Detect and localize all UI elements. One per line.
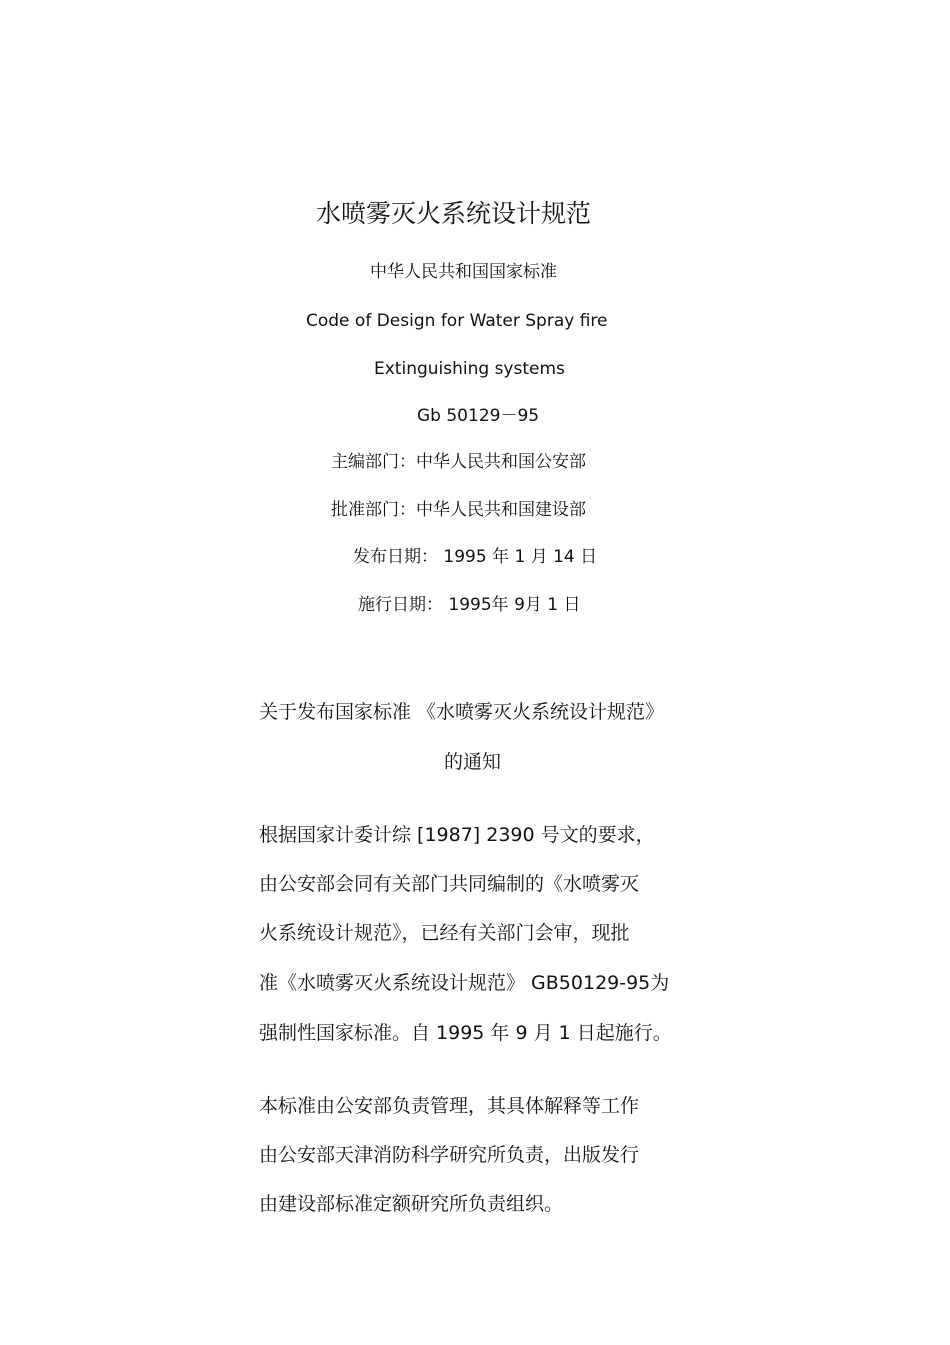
paragraph-2-line-2: 由公安部天津消防科学研究所负责，出版发行 bbox=[259, 1144, 640, 1166]
standard-code: Gb 50129－95 bbox=[417, 406, 540, 426]
paragraph-1-line-5: 强制性国家标准。自 1995 年 9 月 1 日起施行。 bbox=[259, 1022, 672, 1044]
paragraph-1-line-2: 由公安部会同有关部门共同编制的《水喷雾灭 bbox=[259, 873, 640, 895]
effective-date: 施行日期： 1995年 9月 1 日 bbox=[358, 595, 581, 615]
paragraph-1-line-3: 火系统设计规范》，已经有关部门会审，现批 bbox=[259, 922, 630, 944]
english-title-line-1: Code of Design for Water Spray fire bbox=[306, 311, 608, 331]
paragraph-2-line-1: 本标准由公安部负责管理，其具体解释等工作 bbox=[259, 1095, 640, 1117]
notice-heading-line-2: 的通知 bbox=[444, 751, 502, 773]
document-title: 水喷雾灭火系统设计规范 bbox=[316, 199, 592, 228]
english-title-line-2: Extinguishing systems bbox=[374, 359, 565, 379]
paragraph-2-line-3: 由建设部标准定额研究所负责组织。 bbox=[259, 1193, 564, 1215]
paragraph-1-line-4: 准《水喷雾灭火系统设计规范》 GB50129-95为 bbox=[259, 972, 670, 994]
paragraph-1-line-1: 根据国家计委计综 [1987] 2390 号文的要求， bbox=[259, 824, 655, 846]
chief-editor-department: 主编部门：中华人民共和国公安部 bbox=[331, 452, 586, 472]
approving-department: 批准部门：中华人民共和国建设部 bbox=[331, 500, 586, 520]
notice-heading-line-1: 关于发布国家标准 《水喷雾灭火系统设计规范》 bbox=[259, 701, 665, 723]
document-subtitle: 中华人民共和国国家标准 bbox=[370, 262, 557, 282]
release-date: 发布日期： 1995 年 1 月 14 日 bbox=[353, 547, 598, 567]
